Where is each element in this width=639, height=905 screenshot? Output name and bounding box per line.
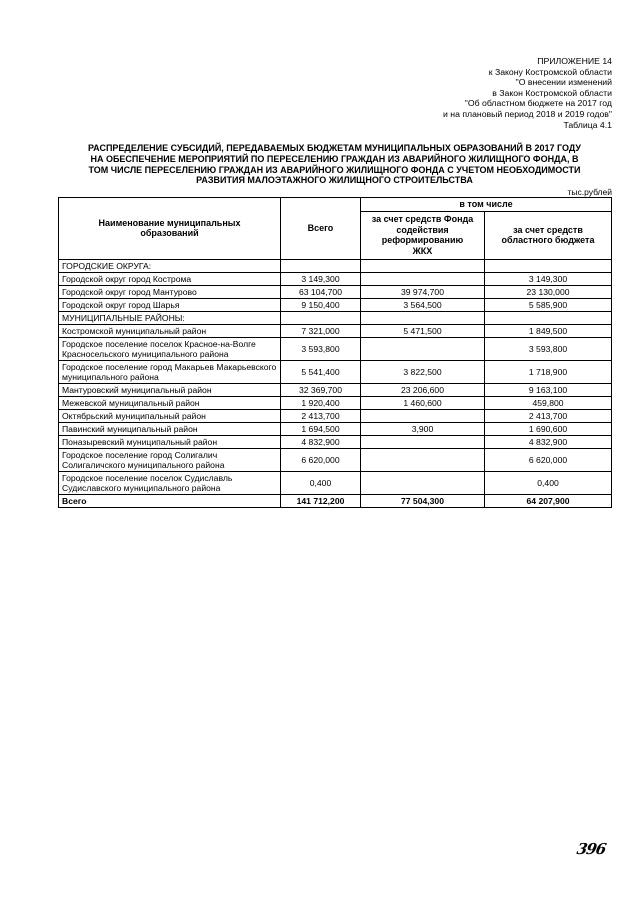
- header-line: ПРИЛОЖЕНИЕ 14: [537, 56, 612, 66]
- total-amount: 9 150,400: [281, 298, 361, 311]
- header-line: и на плановый период 2018 и 2019 годов": [443, 108, 612, 119]
- regional-amount: 1 718,900: [485, 360, 612, 383]
- total-amount: 7 321,000: [281, 324, 361, 337]
- total-amount: 32 369,700: [281, 383, 361, 396]
- total-amount: 63 104,700: [281, 285, 361, 298]
- total-amount: 6 620,000: [281, 448, 361, 471]
- document-title: [62, 143, 607, 186]
- regional-amount: 459,800: [485, 396, 612, 409]
- header-name: Наименование муниципальных образований: [59, 198, 281, 260]
- table-row: [59, 396, 612, 409]
- table-row: [59, 435, 612, 448]
- units-label: тыс.рублей: [567, 187, 612, 197]
- empty-cell: [361, 259, 485, 272]
- empty-cell: [485, 259, 612, 272]
- regional-amount: 6 620,000: [485, 448, 612, 471]
- regional-amount: 64 207,900: [485, 494, 612, 507]
- table-row: [59, 298, 612, 311]
- title-line: ТОМ ЧИСЛЕ ПЕРЕСЕЛЕНИЮ ГРАЖДАН ИЗ АВАРИЙНОГО ЖИЛИЩНОГО ФОНДА С УЧЕТОМ НЕОБХОДИМОСТИ: [88, 164, 581, 175]
- fund-amount: 23 206,600: [361, 383, 485, 396]
- table-row: [59, 448, 612, 471]
- total-amount: 141 712,200: [281, 494, 361, 507]
- fund-amount: 5 471,500: [361, 324, 485, 337]
- municipality-name: Городское поселение поселок Судиславль Судиславского муниципального района: [59, 471, 281, 494]
- municipality-name: Городской округ город Мантурово: [59, 285, 281, 298]
- municipality-name: Мантуровский муниципальный район: [59, 383, 281, 396]
- table-row: [59, 471, 612, 494]
- municipality-name: Павинский муниципальный район: [59, 422, 281, 435]
- municipality-name: Городское поселение город Макарьев Макарьевского муниципального района: [59, 360, 281, 383]
- total-amount: 2 413,700: [281, 409, 361, 422]
- header-line: "Об областном бюджете на 2017 год: [464, 98, 612, 109]
- header-line: к Закону Костромской области: [488, 66, 612, 77]
- fund-amount: 3 822,500: [361, 360, 485, 383]
- table-total-row: [59, 494, 612, 507]
- fund-amount: [361, 471, 485, 494]
- regional-amount: 4 832,900: [485, 435, 612, 448]
- total-amount: 4 832,900: [281, 435, 361, 448]
- table-row: [59, 360, 612, 383]
- municipality-name: Городское поселение поселок Красное-на-Волге Красносельского муниципального района: [59, 337, 281, 360]
- fund-amount: 77 504,300: [361, 494, 485, 507]
- header-total: Всего: [281, 198, 361, 260]
- header-fund: за счет средств Фонда содействия реформированию ЖКХ: [361, 211, 485, 259]
- regional-amount: 9 163,100: [485, 383, 612, 396]
- regional-amount: 5 585,900: [485, 298, 612, 311]
- title-line: РАЗВИТИЯ МАЛОЭТАЖНОГО ЖИЛИЩНОГО СТРОИТЕЛЬСТВА: [196, 175, 473, 186]
- table-section-row: [59, 259, 612, 272]
- table-row: [59, 272, 612, 285]
- header-regional: за счет средств областного бюджета: [485, 211, 612, 259]
- fund-amount: [361, 337, 485, 360]
- table-number: Таблица 4.1: [563, 119, 612, 130]
- section-label: МУНИЦИПАЛЬНЫЕ РАЙОНЫ:: [59, 311, 281, 324]
- municipality-name: Костромской муниципальный район: [59, 324, 281, 337]
- fund-amount: [361, 448, 485, 471]
- municipality-name: Городской округ город Шарья: [59, 298, 281, 311]
- empty-cell: [281, 259, 361, 272]
- document-header: [443, 56, 612, 130]
- empty-cell: [281, 311, 361, 324]
- title-line: НА ОБЕСПЕЧЕНИЕ МЕРОПРИЯТИЙ ПО ПЕРЕСЕЛЕНИЮ ГРАЖДАН ИЗ АВАРИЙНОГО ЖИЛИЩНОГО ФОНДА, В: [90, 153, 579, 164]
- fund-amount: [361, 272, 485, 285]
- regional-amount: 23 130,000: [485, 285, 612, 298]
- header-including: в том числе: [361, 198, 612, 212]
- table-row: [59, 324, 612, 337]
- section-label: ГОРОДСКИЕ ОКРУГА:: [59, 259, 281, 272]
- table-row: [59, 422, 612, 435]
- regional-amount: 3 593,800: [485, 337, 612, 360]
- regional-amount: 1 849,500: [485, 324, 612, 337]
- handwritten-page-number: 396: [575, 840, 607, 858]
- subsidy-table: [58, 197, 612, 508]
- municipality-name: Октябрьский муниципальный район: [59, 409, 281, 422]
- regional-amount: 1 690,600: [485, 422, 612, 435]
- header-line: в Закон Костромской области: [492, 87, 612, 98]
- municipality-name: Межевской муниципальный район: [59, 396, 281, 409]
- header-line: "О внесении изменений: [515, 77, 612, 88]
- total-amount: 3 593,800: [281, 337, 361, 360]
- title-line: РАСПРЕДЕЛЕНИЕ СУБСИДИЙ, ПЕРЕДАВАЕМЫХ БЮДЖЕТАМ МУНИЦИПАЛЬНЫХ ОБРАЗОВАНИЙ В 2017 ГОДУ: [87, 143, 582, 153]
- table-row: [59, 285, 612, 298]
- total-amount: 5 541,400: [281, 360, 361, 383]
- municipality-name: Поназыревский муниципальный район: [59, 435, 281, 448]
- total-amount: 3 149,300: [281, 272, 361, 285]
- empty-cell: [361, 311, 485, 324]
- table-section-row: [59, 311, 612, 324]
- regional-amount: 2 413,700: [485, 409, 612, 422]
- table-row: [59, 383, 612, 396]
- regional-amount: 0,400: [485, 471, 612, 494]
- fund-amount: 39 974,700: [361, 285, 485, 298]
- municipality-name: Городской округ город Кострома: [59, 272, 281, 285]
- fund-amount: [361, 409, 485, 422]
- total-amount: 1 694,500: [281, 422, 361, 435]
- fund-amount: 1 460,600: [361, 396, 485, 409]
- table-row: [59, 409, 612, 422]
- total-amount: 1 920,400: [281, 396, 361, 409]
- municipality-name: Всего: [59, 494, 281, 507]
- total-amount: 0,400: [281, 471, 361, 494]
- fund-amount: 3,900: [361, 422, 485, 435]
- table-row: [59, 337, 612, 360]
- empty-cell: [485, 311, 612, 324]
- municipality-name: Городское поселение город Солигалич Солигаличского муниципального района: [59, 448, 281, 471]
- regional-amount: 3 149,300: [485, 272, 612, 285]
- fund-amount: 3 564,500: [361, 298, 485, 311]
- fund-amount: [361, 435, 485, 448]
- table-body: [59, 259, 612, 507]
